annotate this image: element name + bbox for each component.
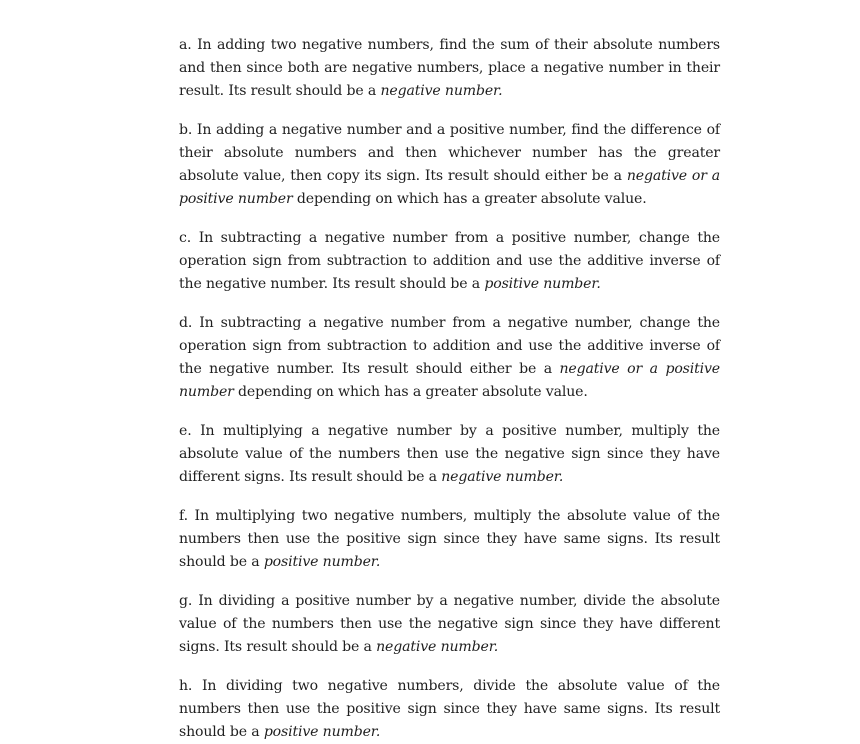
item-label: a. (179, 37, 192, 53)
item-label: f. (179, 508, 188, 524)
rule-paragraph-h (179, 675, 720, 744)
item-label: e. (179, 423, 192, 439)
rule-result-emphasis: negative number. (380, 83, 503, 99)
rule-tail: depending on which has a greater absolute value. (233, 384, 588, 400)
rule-tail: depending on which has a greater absolute value. (292, 191, 647, 207)
rule-result-emphasis: positive number. (263, 724, 381, 740)
rule-result-emphasis: positive number. (484, 276, 601, 292)
rule-result-emphasis: negative or a positive number (179, 361, 720, 400)
rule-paragraph-f (179, 505, 720, 574)
rule-text: In multiplying a negative number by a positive number, multiply the absolute value of the numbers then use the negative sign since they have different signs. Its result should be a (179, 423, 720, 485)
rule-paragraph-a (179, 34, 720, 103)
rule-text: In adding two negative numbers, find the sum of their absolute numbers and then since both are negative numbers, place a negative number in their result. Its result should be a (179, 37, 720, 99)
rule-paragraph-b (179, 119, 720, 211)
rule-result-emphasis: negative or a positive number (179, 168, 721, 207)
item-label: b. (179, 122, 193, 138)
item-label: h. (179, 678, 193, 694)
item-label: d. (179, 315, 193, 331)
rule-text: In adding a negative number and a positive number, find the difference of their absolute numbers and then whichever number has the greater absolute value, then copy its sign. Its result should either be a (179, 122, 720, 184)
rule-paragraph-g (179, 590, 720, 659)
rule-result-emphasis: negative number. (376, 639, 499, 655)
rule-text: In dividing a positive number by a negative number, divide the absolute value of the numbers then use the negative sign since they have different signs. Its result should be a (179, 593, 720, 655)
rule-paragraph-c (179, 227, 720, 296)
rule-result-emphasis: negative number. (441, 469, 564, 485)
rule-paragraph-e (179, 420, 720, 489)
rule-text: In subtracting a negative number from a positive number, change the operation sign from subtraction to addition and use the additive inverse of the negative number. Its result should be a (179, 230, 720, 292)
rule-paragraph-d (179, 312, 720, 404)
rule-text: In multiplying two negative numbers, multiply the absolute value of the numbers then use the positive sign since they have same signs. Its result should be a (179, 508, 720, 570)
rule-text: In subtracting a negative number from a negative number, change the operation sign from subtraction to addition and use the additive inverse of the negative number. Its result should either be a (179, 315, 720, 377)
rule-result-emphasis: positive number. (263, 554, 381, 570)
item-label: c. (179, 230, 192, 246)
item-label: g. (179, 593, 193, 609)
rule-text: In dividing two negative numbers, divide the absolute value of the numbers then use the positive sign since they have same signs. Its result should be a (179, 678, 720, 740)
